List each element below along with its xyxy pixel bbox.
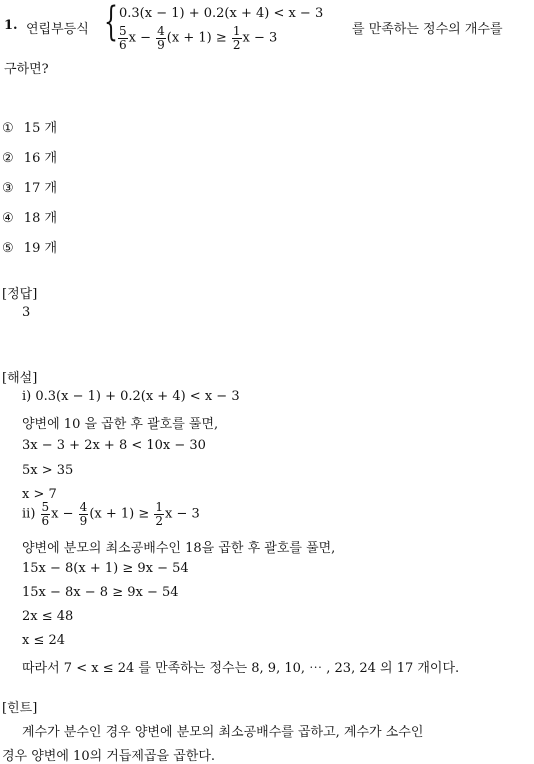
hint-label: [힌트] xyxy=(2,701,38,716)
solution-line: 5x > 35 xyxy=(22,463,74,478)
fraction: $\frac{1}{2}$ xyxy=(155,500,164,528)
choice-text: 17 개 xyxy=(23,181,58,196)
choice-5[interactable] xyxy=(2,237,57,256)
system-brace: { xyxy=(104,0,118,45)
choice-mark: ① xyxy=(2,121,14,136)
choice-mark: ⑤ xyxy=(2,241,14,256)
choice-text: 19 개 xyxy=(23,241,58,256)
choice-text: 15 개 xyxy=(23,121,58,136)
choice-mark: ④ xyxy=(2,211,14,226)
choice-2[interactable] xyxy=(2,147,57,166)
solution-line: 양변에 10 을 곱한 후 괄호를 풀면, xyxy=(22,417,219,432)
choice-3[interactable] xyxy=(2,177,57,196)
solution-line: x ≤ 24 xyxy=(22,633,66,648)
choice-4[interactable] xyxy=(2,207,57,226)
solution-line: 15x − 8x − 8 ≥ 9x − 54 xyxy=(22,585,179,600)
fraction: $\frac{4}{9}$ xyxy=(157,24,165,52)
answer-value: 3 xyxy=(22,305,31,320)
answer-label: [정답] xyxy=(2,287,38,302)
question-number: 1. xyxy=(4,18,18,33)
choice-1[interactable] xyxy=(2,117,57,136)
solution-step1-head: i) 0.3(x − 1) + 0.2(x + 4) < x − 3 xyxy=(22,389,240,404)
solution-label: [해설] xyxy=(2,371,38,386)
solution-line: 양변에 분모의 최소공배수인 18을 곱한 후 괄호를 풀면, xyxy=(22,541,336,556)
choice-text: 18 개 xyxy=(23,211,58,226)
solution-step2-head: ii) $\frac{5}{6}$ x − $\frac{4}{9}$ (x + 1) ≥ $\frac{1}{2}$ x − 3 xyxy=(22,500,200,528)
solution-line: 2x ≤ 48 xyxy=(22,609,74,624)
fraction: $\frac{5}{6}$ xyxy=(41,500,50,528)
fraction: $\frac{5}{6}$ xyxy=(119,24,127,52)
question-line2: 구하면? xyxy=(4,62,49,77)
fraction: $\frac{4}{9}$ xyxy=(79,500,88,528)
choice-mark: ② xyxy=(2,151,14,166)
hint-line: 계수가 분수인 경우 양변에 분모의 최소공배수를 곱하고, 계수가 소수인 xyxy=(22,725,424,740)
choice-text: 16 개 xyxy=(23,151,58,166)
solution-line: 3x − 3 + 2x + 8 < 10x − 30 xyxy=(22,438,206,453)
solution-line: 15x − 8(x + 1) ≥ 9x − 54 xyxy=(22,561,189,576)
question-suffix: 를 만족하는 정수의 개수를 xyxy=(352,22,503,37)
fraction: $\frac{1}{2}$ xyxy=(232,24,241,52)
solution-conclusion: 따라서 7 < x ≤ 24 를 만족하는 정수는 8, 9, 10, ⋯ , 23, 24 의 17 개이다. xyxy=(22,661,460,676)
system-ineq2: $\frac{5}{6}$ x − $\frac{4}{9}$ (x + 1) ≥ $\frac{1}{2}$ x − 3 xyxy=(119,24,278,52)
system-ineq1: 0.3(x − 1) + 0.2(x + 4) < x − 3 xyxy=(119,6,324,21)
choice-mark: ③ xyxy=(2,181,14,196)
solution-line: x > 7 xyxy=(22,487,57,502)
question-prefix: 연립부등식 xyxy=(26,22,89,37)
hint-line: 경우 양변에 10의 거듭제곱을 곱한다. xyxy=(2,749,216,764)
